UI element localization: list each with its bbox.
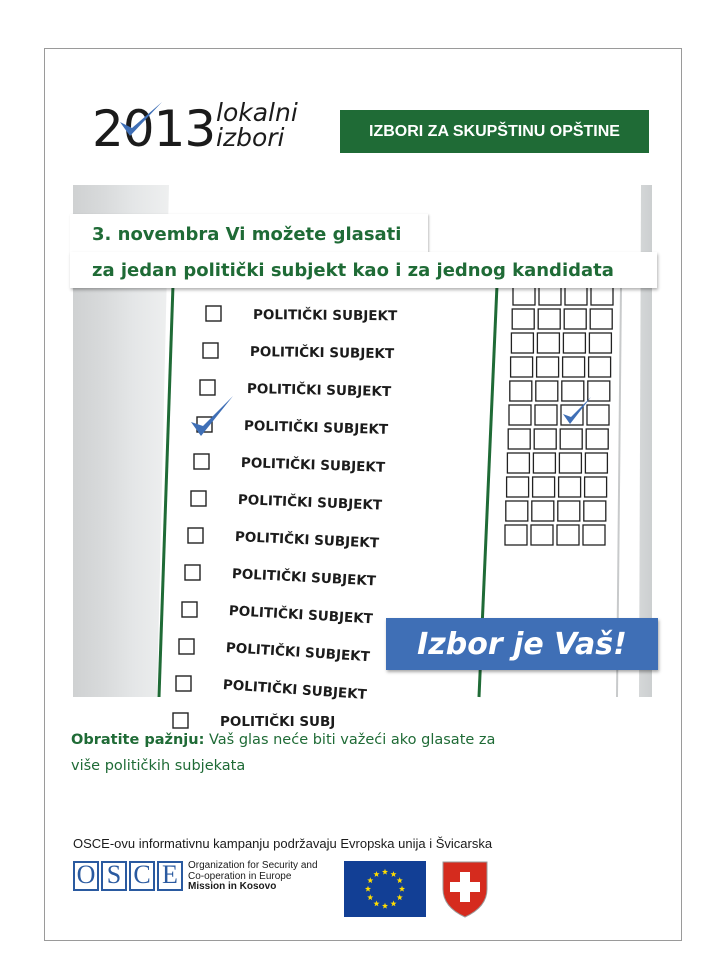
- candidate-box: [583, 525, 605, 545]
- support-statement: OSCE-ovu informativnu kampanju podržavaju Evropska unija i Švicarska: [73, 836, 493, 851]
- candidate-box: [584, 501, 606, 521]
- candidate-box: [590, 309, 612, 329]
- star-icon: [367, 894, 373, 900]
- star-icon: [382, 869, 388, 875]
- banner-line-1: 3. novembra Vi možete glasati: [70, 214, 428, 254]
- candidate-box: [564, 309, 586, 329]
- ballot-entry-label: POLITIČKI SUBJEKT: [240, 455, 386, 476]
- candidate-box: [511, 357, 533, 377]
- election-logo: [92, 96, 312, 166]
- candidate-box: [563, 333, 585, 353]
- candidate-box: [558, 501, 580, 521]
- ballot-entry-label: POLITIČKI SUBJEKT: [249, 344, 395, 363]
- osce-letter: E: [157, 861, 183, 891]
- candidate-box: [589, 333, 611, 353]
- ballot-entry-label: POLITIČKI SUBJEKT: [252, 307, 398, 325]
- ballot-entry-label: POLITIČKI SUBJEKT: [222, 677, 368, 704]
- candidate-box: [532, 501, 554, 521]
- candidate-box: [535, 405, 557, 425]
- candidate-box: [585, 477, 607, 497]
- star-icon: [390, 901, 396, 907]
- ballot-entry-label: POLITIČKI SUBJEKT: [243, 418, 389, 438]
- candidate-box: [588, 381, 610, 401]
- star-icon: [390, 871, 396, 877]
- note-text-2: više političkih subjekata: [71, 758, 246, 774]
- osce-name-line-1: Organization for Security and: [188, 860, 318, 871]
- star-icon: [373, 901, 379, 907]
- candidate-box: [538, 309, 560, 329]
- candidate-box: [591, 285, 613, 305]
- candidate-box: [559, 453, 581, 473]
- note-text-1: Vaš glas neće biti važeći ako glasate za: [204, 732, 496, 748]
- candidate-box: [507, 477, 529, 497]
- candidate-box: [563, 357, 585, 377]
- checkmark-icon: [116, 98, 166, 142]
- election-type-label: IZBORI ZA SKUPŠTINU OPŠTINE: [340, 110, 649, 153]
- candidate-box: [534, 429, 556, 449]
- star-icon: [367, 877, 373, 883]
- ballot-entry-label: POLITIČKI SUBJEKT: [237, 492, 383, 514]
- star-icon: [399, 886, 405, 892]
- candidate-box: [511, 333, 533, 353]
- ballot-entry-label-partial: POLITIČKI SUBJ: [220, 714, 336, 730]
- star-icon: [382, 903, 388, 909]
- candidate-box: [508, 429, 530, 449]
- candidate-box: [589, 357, 611, 377]
- star-icon: [397, 894, 403, 900]
- candidate-box: [586, 429, 608, 449]
- osce-letter: O: [73, 861, 99, 891]
- ballot-entry-label: POLITIČKI SUBJEKT: [246, 381, 392, 401]
- candidate-box: [505, 525, 527, 545]
- candidate-box: [587, 405, 609, 425]
- candidate-box: [565, 285, 587, 305]
- ballot-entry-label: POLITIČKI SUBJEKT: [231, 566, 377, 590]
- candidate-box: [513, 285, 535, 305]
- candidate-box: [533, 453, 555, 473]
- osce-name-line-2: Co-operation in Europe: [188, 870, 292, 882]
- candidate-box: [507, 453, 529, 473]
- star-icon: [373, 871, 379, 877]
- candidate-box: [560, 429, 582, 449]
- candidate-box: [539, 285, 561, 305]
- candidate-box: [506, 501, 528, 521]
- eu-flag-icon: [344, 861, 426, 917]
- candidate-box: [509, 405, 531, 425]
- osce-logo: [73, 861, 183, 891]
- candidate-box: [512, 309, 534, 329]
- attention-note: [71, 727, 531, 779]
- osce-name-line-3: Mission in Kosovo: [188, 881, 277, 892]
- candidate-box: [531, 525, 553, 545]
- note-bold-label: Obratite pažnju:: [71, 732, 205, 748]
- swiss-coat-of-arms-icon: [440, 859, 490, 919]
- candidate-box: [559, 477, 581, 497]
- star-icon: [365, 886, 371, 892]
- logo-words: [216, 100, 298, 150]
- ballot-entry-label: POLITIČKI SUBJEKT: [234, 529, 380, 552]
- candidate-box: [536, 381, 558, 401]
- candidate-box: [537, 357, 559, 377]
- slogan-banner: Izbor je Vaš!: [386, 618, 658, 670]
- star-icon: [397, 877, 403, 883]
- osce-name: [188, 861, 318, 893]
- candidate-box: [557, 525, 579, 545]
- osce-letter: S: [101, 861, 127, 891]
- ballot-entry-label: POLITIČKI SUBJEKT: [228, 603, 374, 628]
- logo-year: 2013: [92, 100, 216, 158]
- candidate-box: [510, 381, 532, 401]
- banner-line-2: za jedan politički subjekt kao i za jednog kandidata: [70, 252, 657, 288]
- logo-word-lokalni: lokalni: [216, 98, 298, 127]
- candidate-box: [533, 477, 555, 497]
- candidate-box: [562, 381, 584, 401]
- candidate-box: [537, 333, 559, 353]
- eu-stars-icon: [344, 861, 426, 917]
- logo-word-izbori: izbori: [216, 123, 285, 152]
- candidate-box: [585, 453, 607, 473]
- ballot-entry-label: POLITIČKI SUBJEKT: [225, 640, 371, 666]
- osce-letter: C: [129, 861, 155, 891]
